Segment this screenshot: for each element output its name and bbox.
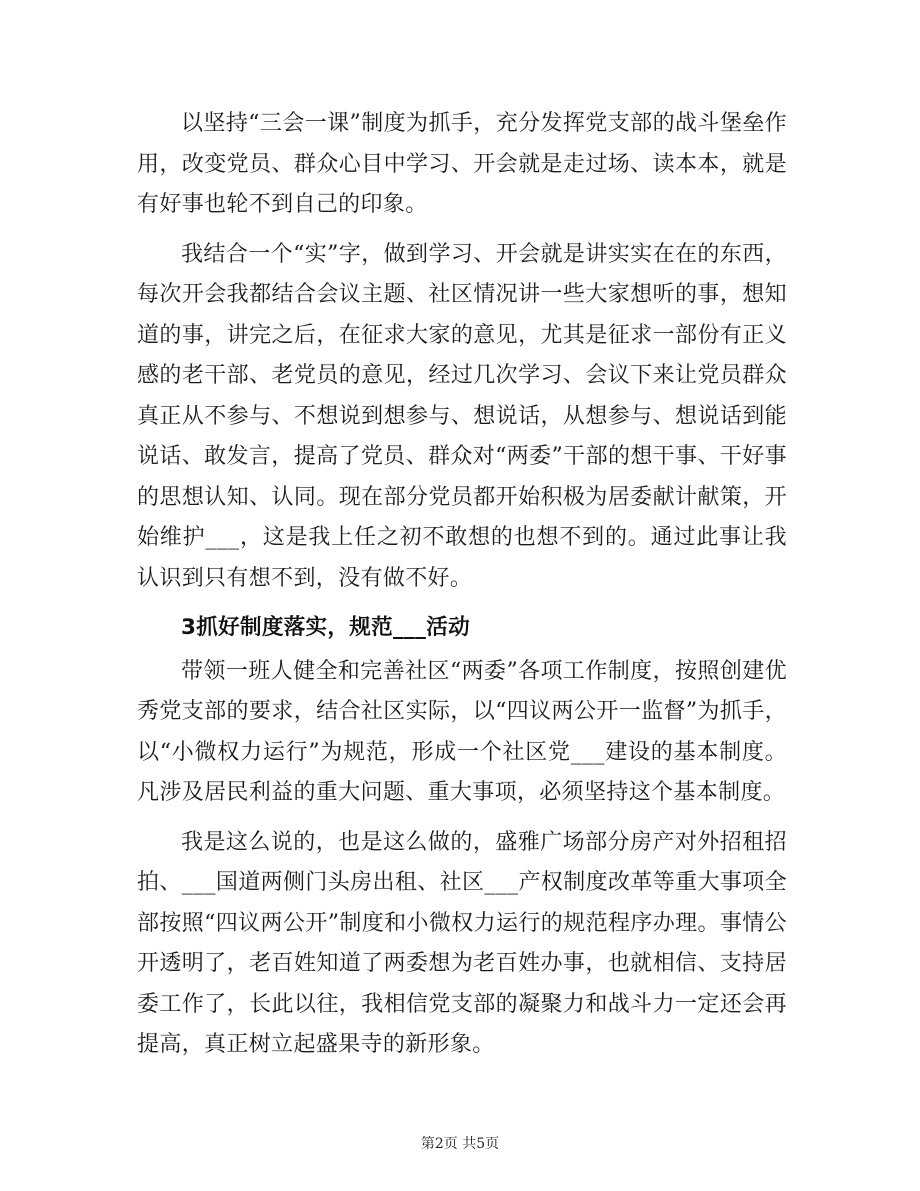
section-heading: 3抓好制度落实，规范___活动 [181, 615, 470, 640]
paragraph-3: 带领一班人健全和完善社区“两委”各项工作制度，按照创建优秀党支部的要求，结合社区实际，以“四议两公开一监督”为抓手，以“小微权力运行”为规范，形成一个社区党___建设的基本制度。凡涉及居民利益的重大问题、重大事项，必须坚持这个基本制度。 [137, 658, 787, 805]
page-number-footer: 第2页 共5页 [420, 1136, 500, 1152]
paragraph-4: 我是这么说的，也是这么做的，盛雅广场部分房产对外招租招拍、___国道两侧门头房出租、社区___产权制度改革等重大事项全部按照“四议两公开”制度和小微权力运行的规范程序办理。事情公开透明了，老百姓知道了两委想为老百姓办事，也就相信、支持居委工作了，长此以往，我相信党支部的凝聚力和战斗力一定还会再提高，真正树立起盛果寺的新形象。 [137, 829, 787, 1057]
paragraph-1: 以坚持“三会一课”制度为抓手，充分发挥党支部的战斗堡垒作用，改变党员、群众心目中学习、开会就是走过场、读本本，就是有好事也轮不到自己的印象。 [137, 111, 787, 217]
paragraph-2: 我结合一个“实”字，做到学习、开会就是讲实实在在的东西，每次开会我都结合会议主题、社区情况讲一些大家想听的事，想知道的事，讲完之后，在征求大家的意见，尤其是征求一部份有正义感的老干部、老党员的意见，经过几次学习、会议下来让党员群众真正从不参与、不想说到想参与、想说话，从想参与、想说话到能说话、敢发言，提高了党员、群众对“两委”干部的想干事、干好事的思想认知、认同。现在部分党员都开始积极为居委献计献策，开始维护___，这是我上任之初不敢想的也想不到的。通过此事让我认识到只有想不到，没有做不好。 [137, 241, 787, 591]
document-body [137, 104, 787, 1075]
